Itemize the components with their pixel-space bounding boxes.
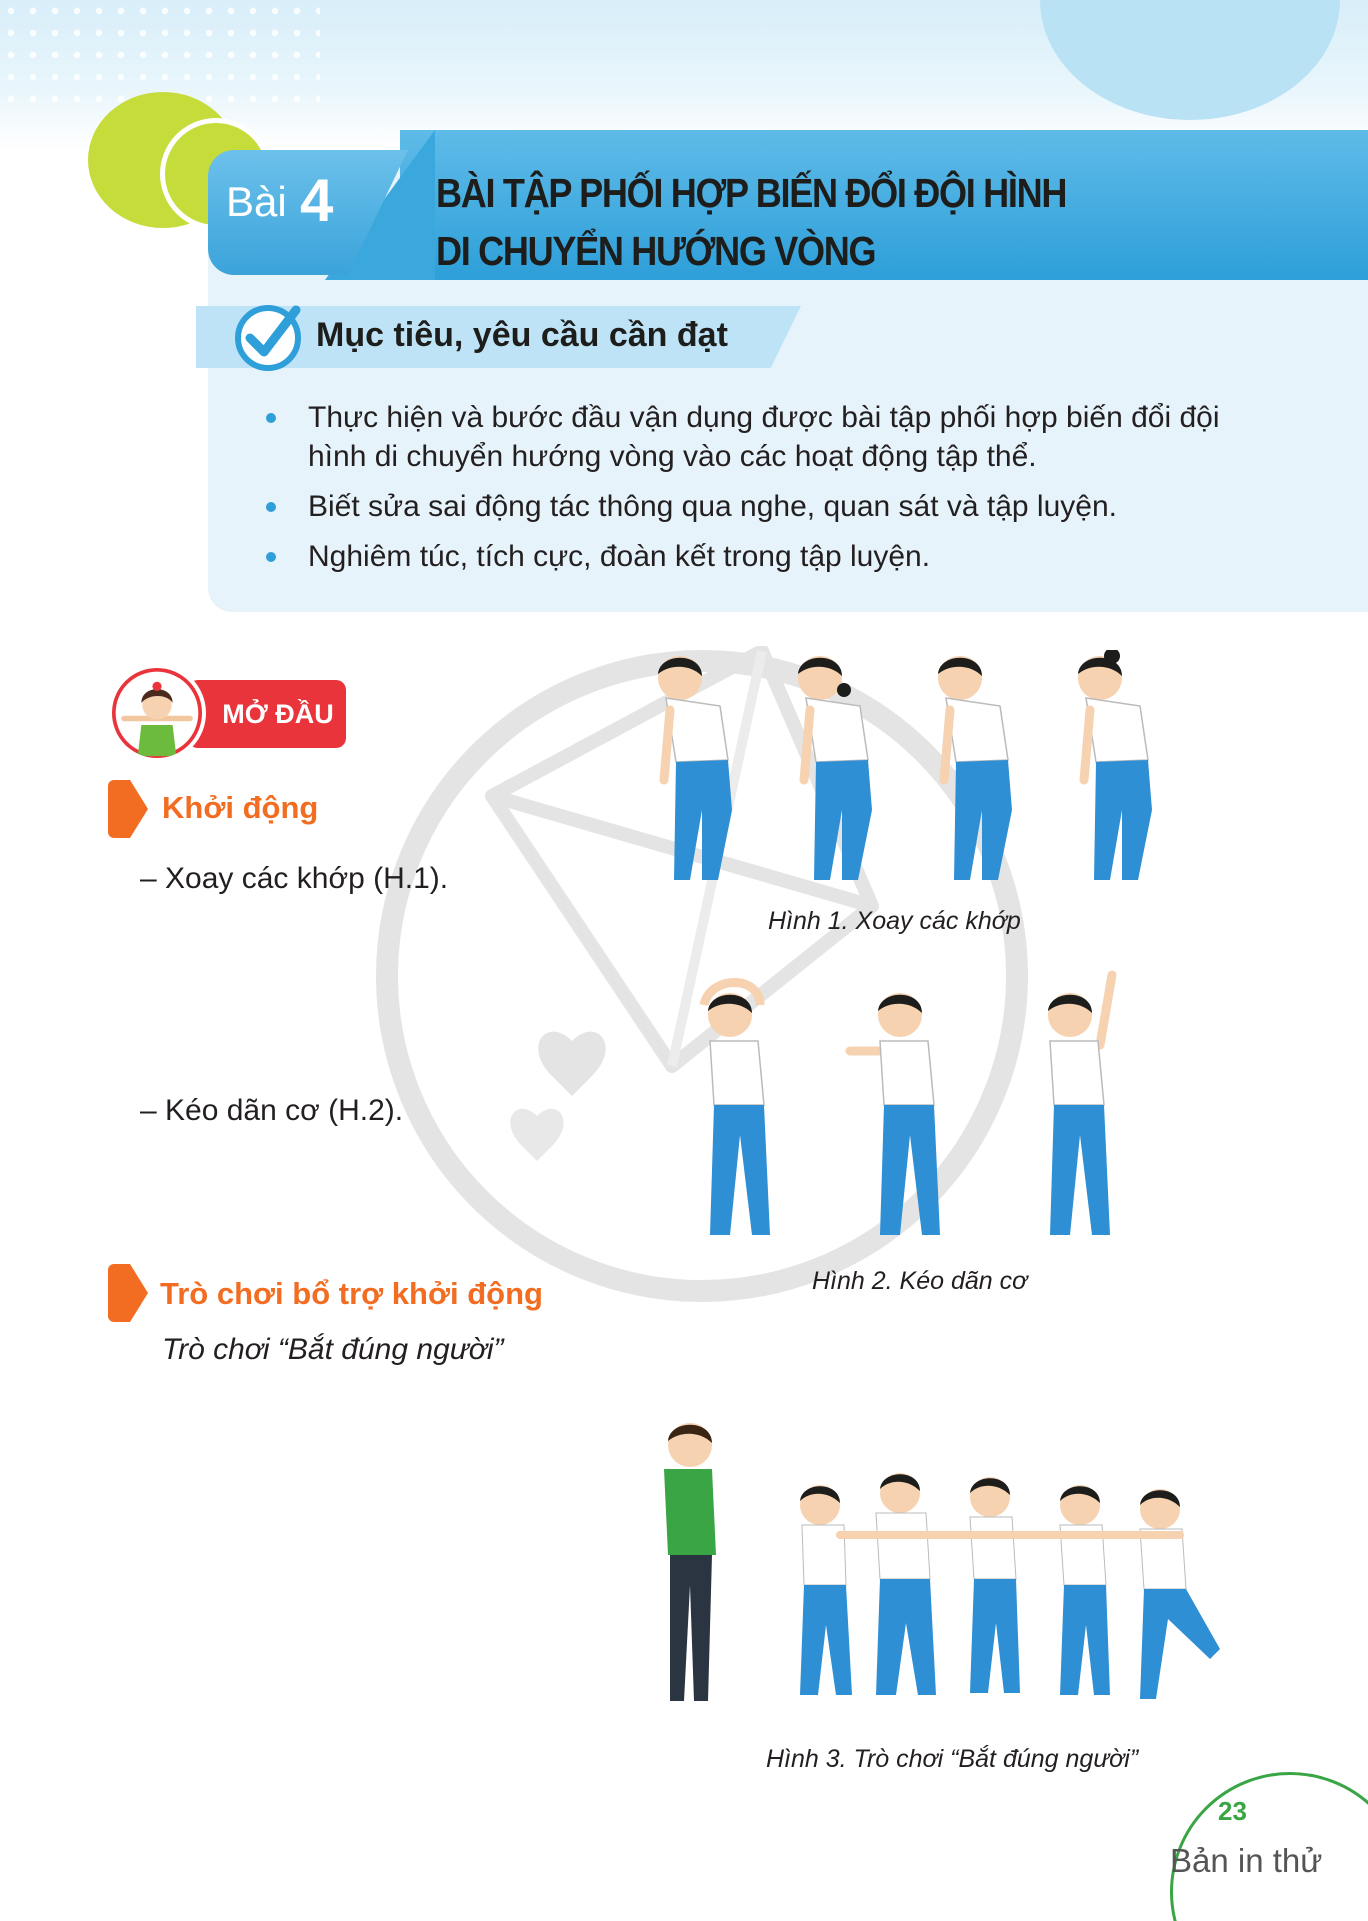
section-heading-khoi-dong: Khởi động	[162, 790, 319, 825]
kids-circle-group	[800, 1473, 1220, 1699]
checkmark-icon	[232, 300, 306, 374]
kid-figure	[704, 983, 770, 1236]
objectives-list	[260, 398, 1270, 587]
section-marker-icon	[108, 780, 148, 838]
objective-text: Biết sửa sai động tác thông qua nghe, quan sát và tập luyện.	[308, 490, 1117, 523]
figure-1-illustration	[630, 650, 1190, 895]
section-marker-icon	[108, 1264, 148, 1322]
kid-figure	[850, 993, 940, 1235]
khoi-dong-item: – Xoay các khớp (H.1).	[140, 862, 449, 895]
kid-figure	[1078, 650, 1152, 880]
mo-dau-badge: MỞ ĐẦU	[188, 680, 346, 748]
girl-avatar-icon	[108, 664, 206, 762]
figure-2-caption: Hình 2. Kéo dãn cơ	[812, 1267, 1028, 1295]
bullet-icon	[266, 502, 276, 512]
list-item	[260, 398, 1270, 476]
lesson-label: Bài	[226, 178, 287, 225]
list-item	[260, 487, 1270, 526]
kid-figure	[658, 656, 732, 880]
bullet-icon	[266, 413, 276, 423]
lesson-title-line-2: DI CHUYỂN HƯỚNG VÒNG	[436, 228, 876, 274]
lesson-number: 4	[300, 167, 334, 234]
objectives-title: Mục tiêu, yêu cầu cần đạt	[316, 316, 728, 354]
kid-figure	[938, 656, 1012, 880]
kid-figure	[798, 656, 872, 880]
girl-avatar-illustration	[112, 668, 202, 758]
teacher-figure	[664, 1423, 716, 1701]
section-heading-tro-choi: Trò chơi bổ trợ khởi động	[160, 1276, 543, 1311]
page-number: 23	[1218, 1796, 1247, 1826]
khoi-dong-item: – Kéo dãn cơ (H.2).	[140, 1094, 404, 1127]
figure-1-caption: Hình 1. Xoay các khớp	[768, 907, 1021, 935]
list-item	[260, 537, 1270, 576]
objective-text: Thực hiện và bước đầu vận dụng được bài tập phối hợp biến đổi đội hình di chuyển hướng vòng vào các hoạt động tập thể.	[308, 401, 1220, 473]
figure-2-illustration	[660, 955, 1180, 1245]
draft-stamp: Bản in thử	[1170, 1842, 1323, 1879]
game-name: Trò chơi “Bắt đúng người”	[162, 1333, 504, 1366]
figure-3-caption: Hình 3. Trò chơi “Bắt đúng người”	[766, 1745, 1139, 1773]
kid-figure	[1048, 975, 1112, 1235]
lesson-title-line-1: BÀI TẬP PHỐI HỢP BIẾN ĐỔI ĐỘI HÌNH	[436, 170, 1067, 216]
lesson-title	[436, 164, 1228, 280]
bullet-icon	[266, 552, 276, 562]
objective-text: Nghiêm túc, tích cực, đoàn kết trong tập luyện.	[308, 540, 931, 573]
figure-3-illustration	[650, 1415, 1250, 1715]
